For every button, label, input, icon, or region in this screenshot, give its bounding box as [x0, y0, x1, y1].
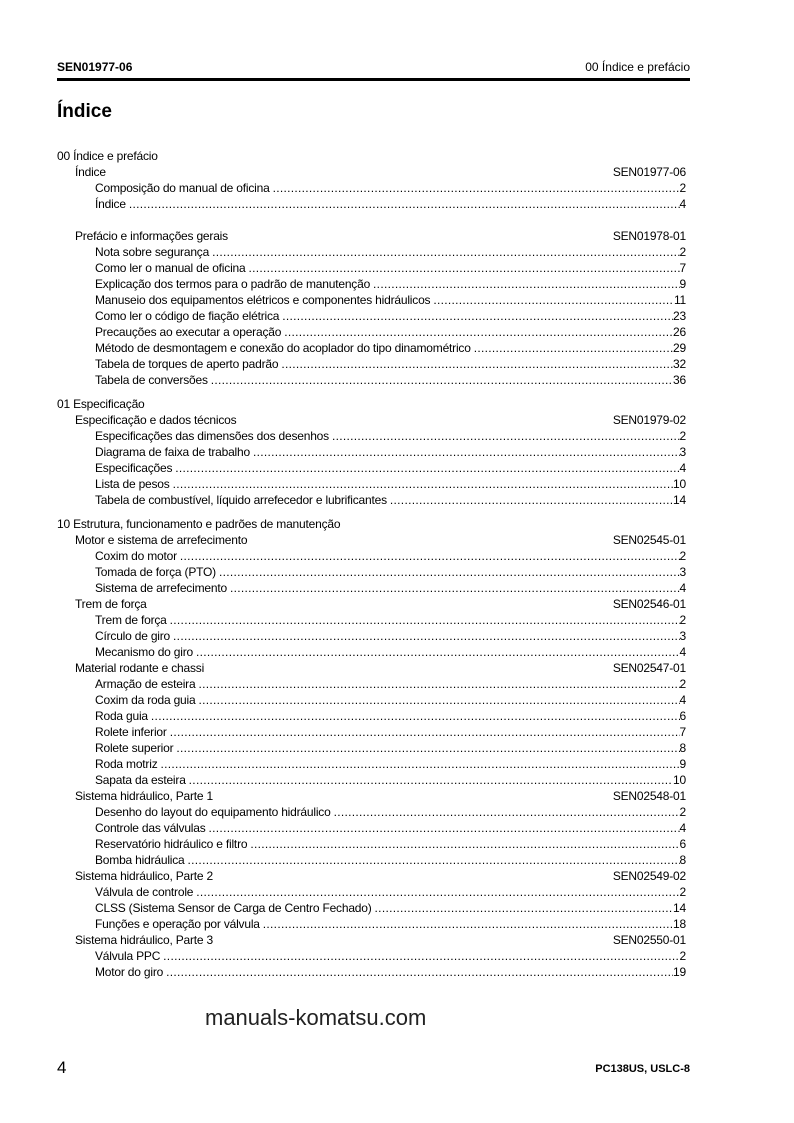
toc-entry[interactable] [57, 460, 686, 476]
toc-section-title: 00 Índice e prefácio [57, 149, 158, 163]
toc-chapter-code: SEN02549-02 [612, 869, 686, 883]
toc-entry[interactable] [57, 740, 686, 756]
toc-entry-label: CLSS (Sistema Sensor de Carga de Centro Fechado) [95, 901, 372, 915]
toc-entry-label: Motor do giro [95, 965, 164, 979]
dot-leader [278, 356, 673, 372]
toc-entry[interactable] [57, 276, 686, 292]
toc-entry[interactable] [57, 196, 686, 212]
toc-entry-page: 2 [679, 429, 686, 443]
toc-entry-label: Precauções ao executar a operação [95, 325, 282, 339]
toc-entry-page: 3 [679, 565, 686, 579]
toc-entry[interactable] [57, 676, 686, 692]
dot-leader [167, 612, 680, 628]
dot-leader [331, 804, 680, 820]
spacer [213, 932, 613, 948]
toc-entry[interactable] [57, 724, 686, 740]
dot-leader [247, 836, 679, 852]
toc-entry[interactable] [57, 820, 686, 836]
toc-entry-label: Desenho do layout do equipamento hidráulico [95, 805, 331, 819]
page-title: Índice [57, 101, 112, 122]
toc-chapter-title: Material rodante e chassi [75, 661, 205, 675]
dot-leader [209, 244, 679, 260]
toc-entry-label: Composição do manual de oficina [95, 181, 270, 195]
toc-entry[interactable] [57, 428, 686, 444]
toc-entry-label: Índice [95, 197, 126, 211]
toc-entry[interactable] [57, 644, 686, 660]
dot-leader [173, 740, 679, 756]
document-code: SEN01977-06 [57, 60, 133, 74]
toc-entry-page: 3 [679, 445, 686, 459]
toc-entry-label: Como ler o manual de oficina [95, 261, 246, 275]
toc-entry-page: 7 [679, 261, 686, 275]
spacer [204, 660, 613, 676]
toc-chapter-code: SEN02546-01 [612, 597, 686, 611]
dot-leader [170, 628, 679, 644]
toc-section [57, 148, 686, 164]
toc-entry[interactable] [57, 708, 686, 724]
toc-chapter[interactable] [57, 228, 686, 244]
toc-entry-label: Método de desmontagem e conexão do acoplador do tipo dinamométrico [95, 341, 471, 355]
toc-entry-label: Diagrama de faixa de trabalho [95, 445, 250, 459]
toc-entry-page: 4 [679, 461, 686, 475]
dot-leader [245, 260, 679, 276]
toc-chapter-title: Motor e sistema de arrefecimento [75, 533, 248, 547]
toc-chapter-code: SEN01977-06 [612, 165, 686, 179]
toc-entry[interactable] [57, 612, 686, 628]
dot-leader [195, 676, 679, 692]
toc-entry[interactable] [57, 900, 686, 916]
spacer [147, 596, 613, 612]
toc-entry-page: 4 [679, 821, 686, 835]
toc-chapter[interactable] [57, 164, 686, 180]
toc-entry-page: 9 [679, 757, 686, 771]
dot-leader [167, 724, 680, 740]
toc-entry-label: Especificações das dimensões dos desenhos [95, 429, 329, 443]
toc-entry-label: Tomada de força (PTO) [95, 565, 216, 579]
toc-entry-page: 2 [679, 181, 686, 195]
toc-chapter-title: Sistema hidráulico, Parte 2 [75, 869, 214, 883]
dot-leader [177, 548, 680, 564]
table-of-contents [57, 148, 686, 980]
spacer [247, 532, 612, 548]
dot-leader [185, 852, 680, 868]
toc-chapter[interactable] [57, 932, 686, 948]
toc-entry-page: 8 [679, 741, 686, 755]
toc-entry-label: Funções e operação por válvula [95, 917, 260, 931]
dot-leader [281, 324, 673, 340]
toc-entry-page: 4 [679, 197, 686, 211]
toc-entry[interactable] [57, 356, 686, 372]
dot-leader [172, 460, 679, 476]
dot-leader [329, 428, 680, 444]
toc-entry[interactable] [57, 948, 686, 964]
toc-entry-label: Válvula PPC [95, 949, 161, 963]
toc-chapter-code: SEN02550-01 [612, 933, 686, 947]
toc-chapter[interactable] [57, 532, 686, 548]
toc-entry-page: 19 [673, 965, 686, 979]
toc-chapter[interactable] [57, 596, 686, 612]
toc-entry[interactable] [57, 564, 686, 580]
toc-entry-page: 8 [679, 853, 686, 867]
dot-leader [208, 372, 673, 388]
toc-entry-page: 2 [679, 245, 686, 259]
toc-entry-page: 4 [679, 645, 686, 659]
toc-entry-label: Tabela de combustível, líquido arrefecedor e lubrificantes [95, 493, 387, 507]
toc-entry-label: Nota sobre segurança [95, 245, 210, 259]
toc-entry-page: 29 [673, 341, 686, 355]
dot-leader [260, 916, 673, 932]
page-number: 4 [57, 1058, 67, 1077]
dot-leader [148, 708, 680, 724]
toc-chapter-title: Prefácio e informações gerais [75, 229, 228, 243]
toc-entry-page: 14 [673, 493, 686, 507]
toc-entry-page: 4 [679, 581, 686, 595]
toc-section [57, 396, 686, 412]
toc-entry-page: 10 [673, 477, 686, 491]
toc-chapter-code: SEN02545-01 [612, 533, 686, 547]
toc-entry-label: Bomba hidráulica [95, 853, 185, 867]
toc-entry[interactable] [57, 772, 686, 788]
toc-entry-page: 4 [679, 693, 686, 707]
toc-chapter[interactable] [57, 660, 686, 676]
toc-entry-label: Tabela de torques de aperto padrão [95, 357, 279, 371]
toc-chapter-title: Índice [75, 165, 106, 179]
toc-entry[interactable] [57, 884, 686, 900]
toc-entry-page: 6 [679, 709, 686, 723]
toc-entry[interactable] [57, 852, 686, 868]
toc-entry[interactable] [57, 804, 686, 820]
toc-section [57, 516, 686, 532]
toc-entry-page: 14 [673, 901, 686, 915]
toc-entry-page: 36 [673, 373, 686, 387]
toc-entry[interactable] [57, 548, 686, 564]
toc-chapter[interactable] [57, 868, 686, 884]
toc-entry-page: 23 [673, 309, 686, 323]
toc-entry-label: Coxim da roda guia [95, 693, 196, 707]
toc-entry-label: Rolete superior [95, 741, 174, 755]
toc-entry[interactable] [57, 444, 686, 460]
spacer [106, 164, 613, 180]
toc-entry-label: Roda motriz [95, 757, 158, 771]
dot-leader [158, 756, 680, 772]
dot-leader [372, 900, 674, 916]
spacer [213, 868, 613, 884]
toc-entry-page: 9 [679, 277, 686, 291]
toc-entry-page: 26 [673, 325, 686, 339]
toc-entry-page: 2 [679, 613, 686, 627]
section-header: 00 Índice e prefácio [585, 60, 690, 74]
toc-entry-page: 2 [679, 805, 686, 819]
spacer [213, 788, 613, 804]
toc-chapter-code: SEN02547-01 [612, 661, 686, 675]
toc-chapter[interactable] [57, 412, 686, 428]
toc-entry-label: Válvula de controle [95, 885, 194, 899]
toc-entry[interactable] [57, 580, 686, 596]
toc-entry[interactable] [57, 292, 686, 308]
watermark: manuals-komatsu.com [205, 1005, 427, 1030]
toc-entry[interactable] [57, 692, 686, 708]
toc-chapter-code: SEN01978-01 [612, 229, 686, 243]
toc-chapter-title: Especificação e dados técnicos [75, 413, 237, 427]
toc-chapter[interactable] [57, 788, 686, 804]
toc-entry[interactable] [57, 756, 686, 772]
header-rule [57, 78, 690, 81]
toc-entry-label: Tabela de conversões [95, 373, 208, 387]
toc-entry[interactable] [57, 476, 686, 492]
toc-entry-page: 2 [679, 949, 686, 963]
toc-entry-page: 3 [679, 629, 686, 643]
dot-leader [170, 476, 673, 492]
toc-entry[interactable] [57, 340, 686, 356]
toc-entry[interactable] [57, 916, 686, 932]
toc-entry-label: Lista de pesos [95, 477, 170, 491]
dot-leader [126, 196, 680, 212]
toc-entry-label: Trem de força [95, 613, 167, 627]
toc-entry-label: Como ler o código de fiação elétrica [95, 309, 280, 323]
toc-entry-page: 18 [673, 917, 686, 931]
dot-leader [279, 308, 673, 324]
toc-chapter-title: Sistema hidráulico, Parte 3 [75, 933, 214, 947]
dot-leader [216, 564, 680, 580]
toc-entry-label: Coxim do motor [95, 549, 177, 563]
toc-entry[interactable] [57, 964, 686, 980]
toc-entry-label: Sistema de arrefecimento [95, 581, 227, 595]
dot-leader [430, 292, 674, 308]
toc-section-title: 01 Especificação [57, 397, 145, 411]
toc-chapter-title: Trem de força [75, 597, 147, 611]
toc-entry-label: Mecanismo do giro [95, 645, 193, 659]
toc-entry[interactable] [57, 180, 686, 196]
toc-entry-page: 2 [679, 677, 686, 691]
toc-entry[interactable] [57, 260, 686, 276]
toc-entry-label: Armação de esteira [95, 677, 196, 691]
dot-leader [206, 820, 680, 836]
dot-leader [160, 948, 679, 964]
dot-leader [387, 492, 673, 508]
toc-entry-page: 2 [679, 549, 686, 563]
model-label: PC138US, USLC-8 [595, 1063, 690, 1075]
dot-leader [370, 276, 679, 292]
toc-entry[interactable] [57, 492, 686, 508]
spacer [228, 228, 613, 244]
dot-leader [270, 180, 680, 196]
toc-entry-page: 7 [679, 725, 686, 739]
toc-entry-page: 6 [679, 837, 686, 851]
toc-entry-label: Explicação dos termos para o padrão de manutenção [95, 277, 371, 291]
toc-entry-label: Reservatório hidráulico e filtro [95, 837, 248, 851]
toc-entry[interactable] [57, 308, 686, 324]
toc-entry-label: Roda guia [95, 709, 148, 723]
toc-entry-page: 10 [673, 773, 686, 787]
dot-leader [193, 644, 680, 660]
toc-section-title: 10 Estrutura, funcionamento e padrões de manutenção [57, 517, 341, 531]
dot-leader [186, 772, 673, 788]
toc-entry-page: 32 [673, 357, 686, 371]
toc-entry-label: Sapata da esteira [95, 773, 186, 787]
toc-entry-page: 2 [679, 885, 686, 899]
toc-entry-label: Manuseio dos equipamentos elétricos e componentes hidráulicos [95, 293, 431, 307]
toc-entry-label: Círculo de giro [95, 629, 171, 643]
dot-leader [193, 884, 679, 900]
dot-leader [163, 964, 673, 980]
toc-chapter-title: Sistema hidráulico, Parte 1 [75, 789, 214, 803]
dot-leader [195, 692, 679, 708]
toc-entry[interactable] [57, 372, 686, 388]
toc-entry[interactable] [57, 244, 686, 260]
toc-entry-label: Controle das válvulas [95, 821, 206, 835]
spacer [236, 412, 612, 428]
toc-entry[interactable] [57, 324, 686, 340]
toc-entry-label: Especificações [95, 461, 173, 475]
toc-entry-page: 11 [673, 293, 686, 307]
toc-entry[interactable] [57, 836, 686, 852]
dot-leader [250, 444, 680, 460]
toc-chapter-code: SEN02548-01 [612, 789, 686, 803]
toc-entry[interactable] [57, 628, 686, 644]
dot-leader [471, 340, 673, 356]
toc-chapter-code: SEN01979-02 [612, 413, 686, 427]
dot-leader [227, 580, 680, 596]
toc-entry-label: Rolete inferior [95, 725, 167, 739]
